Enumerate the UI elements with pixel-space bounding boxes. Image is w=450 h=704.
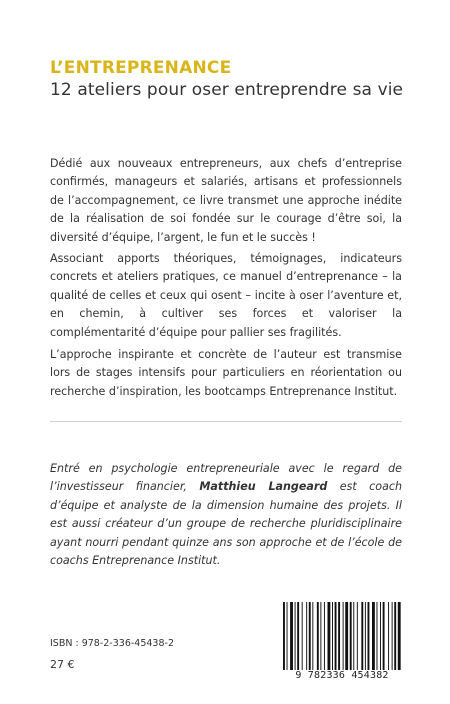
barcode-digits: 9 782336 454382	[279, 670, 405, 681]
description-paragraph-3: L’approche inspirante et concrète de l’auteur est transmise lors de stages intensifs pour particuliers en réorientation ou recherche d’inspiration, les bootcamps Entreprenance Institut.	[50, 348, 402, 398]
book-subtitle: 12 ateliers pour oser entreprendre sa vie	[50, 80, 404, 100]
author-bio-rest: est coach d’équipe et analyste de la dimension humaine des projets. Il est aussi créateur d’un groupe de recherche pluridisciplinaire ayant nourri pendant quinze ans son approche et de l’école de coachs Entreprenance Institut.	[50, 480, 402, 568]
book-title: L’ENTREPRENANCE	[50, 58, 232, 78]
barcode	[279, 602, 405, 680]
description-paragraph-2: Associant apports théoriques, témoignages, indicateurs concrets et ateliers pratiques, ce manuel d’entreprenance – la qualité de celles et ceux qui osent – incite à oser l’aventure et, en chemin, à cultiver ses forces et valoriser la complémentarité d’équipe pour pallier ses fragilités.	[50, 252, 402, 339]
author-name: Matthieu Langeard	[199, 480, 328, 494]
section-divider	[50, 421, 402, 422]
author-bio-intro: Entré en psychologie entrepreneuriale avec le regard de l’investisseur financier,	[50, 462, 402, 494]
author-bio	[50, 460, 402, 570]
isbn-text: ISBN : 978-2-336-45438-2	[50, 638, 174, 649]
description-paragraph-1: Dédié aux nouveaux entrepreneurs, aux chefs d’entreprise confirmés, manageurs et salariés, artisans et professionnels de l’accompagnement, ce livre transmet une approche inédite de la réalisation de soi fondée sur le courage d’être soi, la diversité d’équipe, l’argent, le fun et le succès !	[50, 157, 402, 244]
price-text: 27 €	[50, 658, 75, 671]
